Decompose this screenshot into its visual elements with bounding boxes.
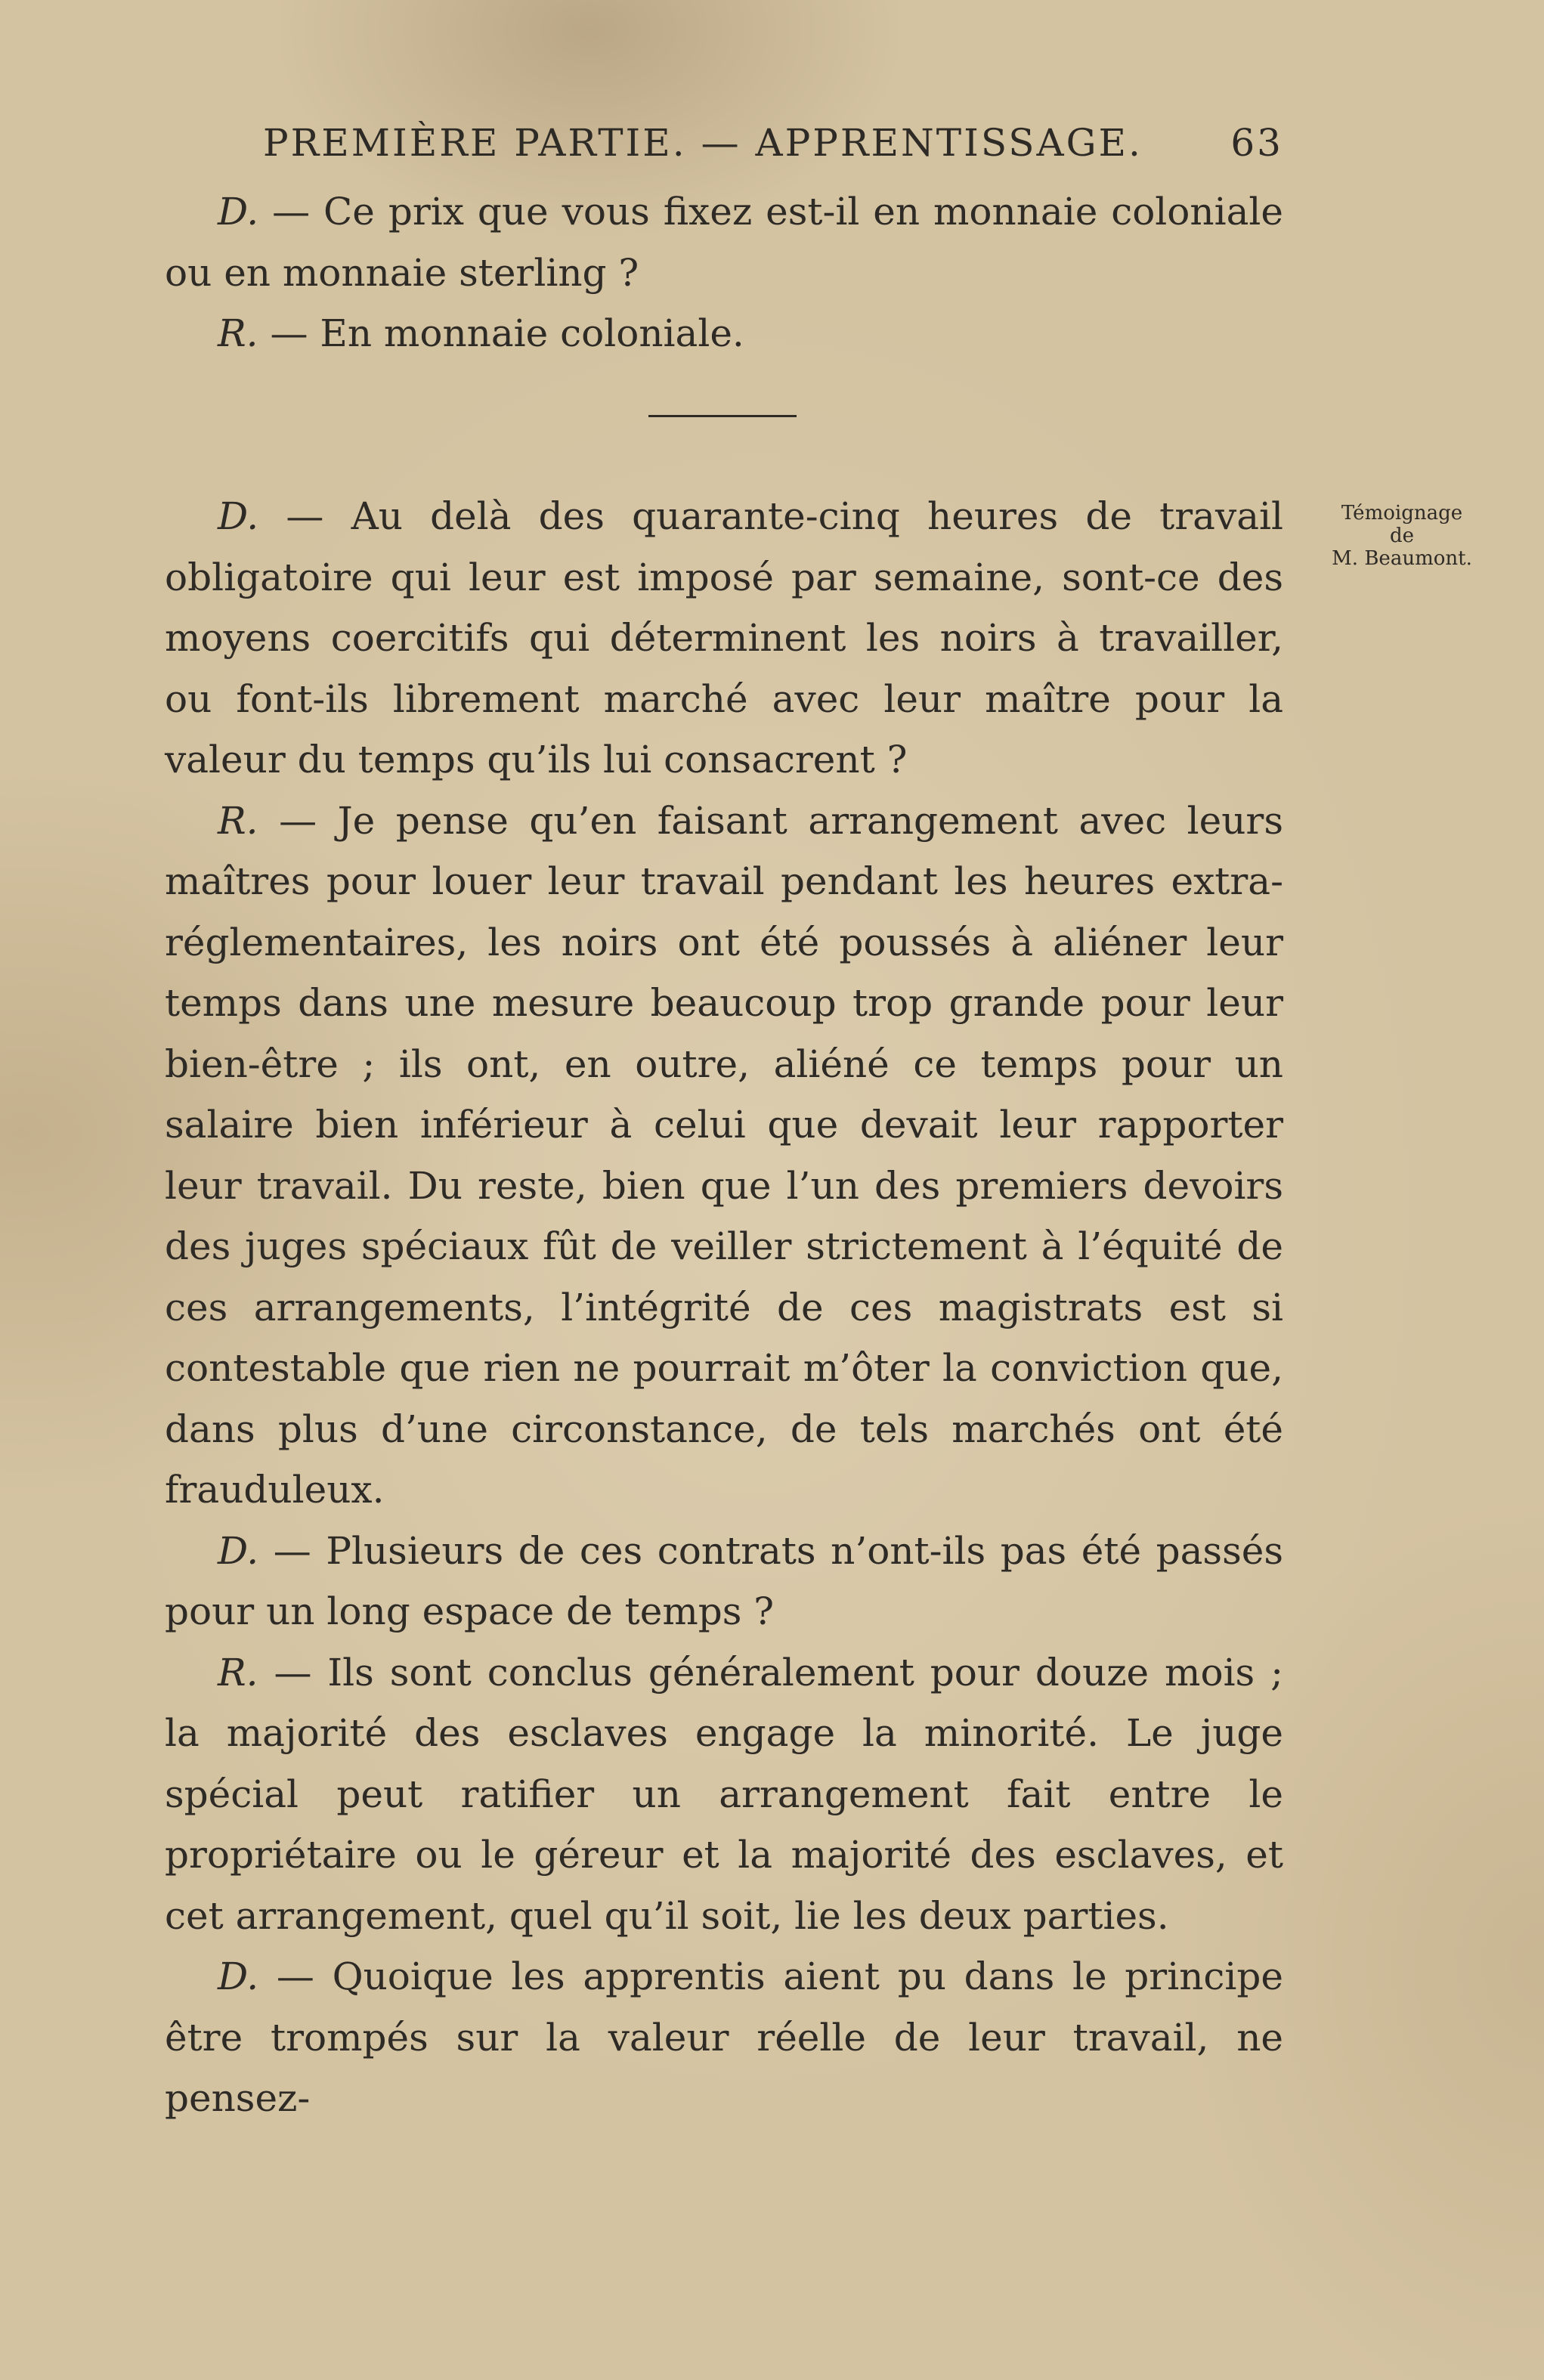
speaker-label: R. <box>218 1650 258 1694</box>
margin-note-line: M. Beaumont. <box>1332 547 1472 570</box>
paragraph-text: — En monnaie coloniale. <box>258 311 744 355</box>
paragraph-text: — Au delà des quarante-cinq heures de travail obligatoire qui leur est imposé par semaine, sont-ce des moyens coercitifs qui déterminent les noirs à travailler, ou font-ils librement marché avec leur maître pour la valeur du temps qu’ils lui consacrent ? <box>165 494 1283 781</box>
speaker-label: R. <box>218 798 258 843</box>
paragraph <box>165 181 1283 303</box>
paragraph <box>165 1946 1283 2129</box>
speaker-label: D. <box>218 1528 259 1573</box>
paragraph-text: — Ils sont conclus généralement pour douze mois ; la majorité des esclaves engage la minorité. Le juge spécial peut ratifier un arrangement fait entre le propriétaire ou le géreur et la majorité des esclaves, et cet arrangement, quel qu’il soit, lie les deux parties. <box>165 1650 1283 1938</box>
paragraph <box>165 791 1283 1521</box>
running-title: PREMIÈRE PARTIE. — APPRENTISSAGE. <box>263 121 1143 165</box>
speaker-label: D. <box>218 494 259 538</box>
running-head <box>263 121 1283 165</box>
paragraph-text: — Quoique les apprentis aient pu dans le principe être trompés sur la valeur réelle de leur travail, ne pensez- <box>165 1954 1283 2120</box>
margin-note <box>1307 502 1496 570</box>
speaker-label: D. <box>218 190 259 234</box>
margin-note-line: de <box>1389 525 1415 547</box>
paragraph <box>165 486 1283 791</box>
paragraph <box>165 1521 1283 1642</box>
page-number: 63 <box>1230 121 1283 165</box>
section-divider <box>648 415 797 417</box>
text-block-first <box>165 181 1283 364</box>
margin-note-line: Témoignage <box>1341 502 1463 525</box>
paragraph-text: — Je pense qu’en faisant arrangement avec leurs maîtres pour louer leur travail pendant les heures extra-réglementaires, les noirs ont été poussés à aliéner leur temps dans une mesure beaucoup trop grande pour leur bien-être ; ils ont, en outre, aliéné ce temps pour un salaire bien inférieur à celui que devait leur rapporter leur travail. Du reste, bien que l’un des premiers devoirs des juges spéciaux fût de veiller strictement à l’équité de ces arrangements, l’intégrité de ces magistrats est si contestable que rien ne pourrait m’ôter la conviction que, dans plus d’une circonstance, de tels marchés ont été frauduleux. <box>165 798 1283 1512</box>
paragraph <box>165 303 1283 364</box>
text-block-second <box>165 486 1283 2129</box>
paragraph <box>165 1642 1283 1947</box>
paragraph-text: — Ce prix que vous fixez est-il en monnaie coloniale ou en monnaie sterling ? <box>165 190 1283 295</box>
paragraph-text: — Plusieurs de ces contrats n’ont-ils pas été passés pour un long espace de temps ? <box>165 1528 1283 1633</box>
speaker-label: D. <box>218 1954 259 1998</box>
speaker-label: R. <box>218 311 258 355</box>
